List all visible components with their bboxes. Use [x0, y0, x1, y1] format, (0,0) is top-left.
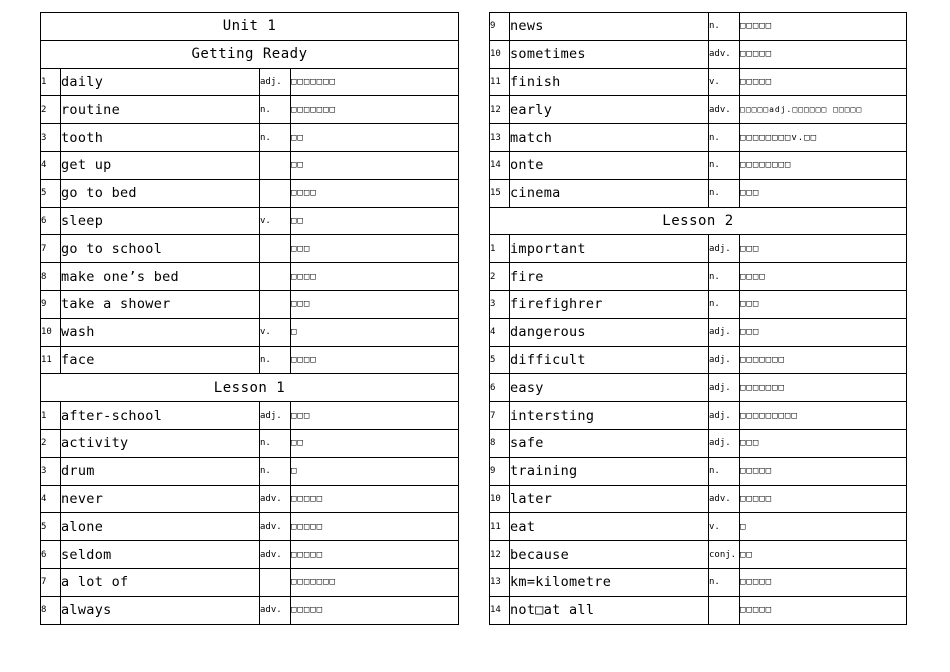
vocab-word: get up: [61, 151, 260, 179]
vocab-row: [41, 457, 459, 485]
section-header-row: [490, 207, 907, 235]
row-number: 8: [41, 596, 61, 624]
vocab-word: early: [510, 96, 709, 124]
part-of-speech: n.: [709, 124, 740, 152]
row-number: 5: [41, 513, 61, 541]
vocab-row: [41, 96, 459, 124]
row-number: 7: [41, 568, 61, 596]
word-meaning: □: [740, 513, 907, 541]
vocab-word: match: [510, 124, 709, 152]
vocab-word: face: [61, 346, 260, 374]
vocab-row: [41, 235, 459, 263]
word-meaning: □□□□□: [740, 485, 907, 513]
vocab-row: [41, 207, 459, 235]
row-number: 11: [490, 513, 510, 541]
vocab-row: [41, 402, 459, 430]
part-of-speech: adj.: [709, 346, 740, 374]
word-meaning: □□□: [740, 179, 907, 207]
word-meaning: □□: [740, 541, 907, 569]
vocab-word: daily: [61, 68, 260, 96]
vocab-row: [490, 513, 907, 541]
word-meaning: □□□: [740, 235, 907, 263]
row-number: 12: [490, 96, 510, 124]
vocab-word: cinema: [510, 179, 709, 207]
row-number: 11: [490, 68, 510, 96]
row-number: 4: [41, 151, 61, 179]
word-meaning: □: [291, 318, 459, 346]
word-meaning: □□: [291, 151, 459, 179]
vocab-word: fire: [510, 263, 709, 291]
vocab-row: [490, 235, 907, 263]
row-number: 2: [41, 96, 61, 124]
vocab-word: activity: [61, 429, 260, 457]
row-number: 6: [41, 207, 61, 235]
word-meaning: □□□□□: [740, 68, 907, 96]
vocab-row: [490, 68, 907, 96]
part-of-speech: adv.: [709, 40, 740, 68]
part-of-speech: adv.: [260, 596, 291, 624]
part-of-speech: adj.: [709, 402, 740, 430]
vocab-word: difficult: [510, 346, 709, 374]
vocab-row: [490, 263, 907, 291]
row-number: 9: [490, 13, 510, 41]
part-of-speech: n.: [709, 179, 740, 207]
vocab-row: [41, 179, 459, 207]
row-number: 5: [41, 179, 61, 207]
vocab-row: [41, 290, 459, 318]
vocab-word: drum: [61, 457, 260, 485]
vocab-word: km=kilometre: [510, 568, 709, 596]
word-meaning: □□□□□: [740, 40, 907, 68]
part-of-speech: n.: [260, 96, 291, 124]
vocab-row: [490, 179, 907, 207]
row-number: 3: [490, 290, 510, 318]
part-of-speech: n.: [709, 457, 740, 485]
section-header-row: [41, 13, 459, 41]
vocab-word: firefighrer: [510, 290, 709, 318]
part-of-speech: v.: [260, 207, 291, 235]
word-meaning: □□□: [291, 235, 459, 263]
row-number: 9: [41, 290, 61, 318]
vocab-word: important: [510, 235, 709, 263]
part-of-speech: n.: [260, 346, 291, 374]
part-of-speech: n.: [709, 290, 740, 318]
vocab-word: after-school: [61, 402, 260, 430]
vocab-word: because: [510, 541, 709, 569]
row-number: 4: [41, 485, 61, 513]
part-of-speech: adj.: [260, 68, 291, 96]
vocab-row: [490, 40, 907, 68]
row-number: 8: [41, 263, 61, 291]
vocab-word: take a shower: [61, 290, 260, 318]
part-of-speech: [709, 596, 740, 624]
part-of-speech: adv.: [709, 96, 740, 124]
part-of-speech: adv.: [260, 485, 291, 513]
row-number: 11: [41, 346, 61, 374]
part-of-speech: [260, 263, 291, 291]
word-meaning: □□□: [740, 290, 907, 318]
vocab-row: [490, 568, 907, 596]
row-number: 9: [490, 457, 510, 485]
row-number: 6: [490, 374, 510, 402]
row-number: 2: [41, 429, 61, 457]
row-number: 7: [490, 402, 510, 430]
word-meaning: □□□□: [291, 179, 459, 207]
part-of-speech: adj.: [709, 374, 740, 402]
row-number: 10: [490, 40, 510, 68]
vocab-row: [490, 485, 907, 513]
word-meaning: □□□□□□□: [740, 346, 907, 374]
word-meaning: □□□□□□□□v.□□: [740, 124, 907, 152]
vocab-word: intersting: [510, 402, 709, 430]
vocab-row: [490, 13, 907, 41]
vocab-row: [490, 346, 907, 374]
row-number: 10: [490, 485, 510, 513]
part-of-speech: conj.: [709, 541, 740, 569]
word-meaning: □□□□□: [291, 596, 459, 624]
vocab-row: [41, 513, 459, 541]
vocab-word: seldom: [61, 541, 260, 569]
vocab-word: onte: [510, 151, 709, 179]
vocab-table-left: [40, 12, 459, 625]
vocab-row: [490, 402, 907, 430]
part-of-speech: v.: [260, 318, 291, 346]
row-number: 14: [490, 596, 510, 624]
vocab-word: routine: [61, 96, 260, 124]
word-meaning: □□□□□: [740, 568, 907, 596]
part-of-speech: n.: [709, 568, 740, 596]
word-meaning: □□□□: [291, 346, 459, 374]
word-meaning: □□□: [740, 318, 907, 346]
vocab-row: [41, 263, 459, 291]
word-meaning: □□□□□: [291, 513, 459, 541]
row-number: 13: [490, 124, 510, 152]
vocab-row: [41, 541, 459, 569]
word-meaning: □□□□□□□□□: [740, 402, 907, 430]
row-number: 1: [41, 402, 61, 430]
vocab-row: [490, 318, 907, 346]
vocab-word: alone: [61, 513, 260, 541]
word-meaning: □□: [291, 429, 459, 457]
row-number: 3: [41, 124, 61, 152]
vocab-row: [490, 596, 907, 624]
section-header: Getting Ready: [41, 40, 459, 68]
word-meaning: □□□□□: [291, 485, 459, 513]
vocab-row: [41, 151, 459, 179]
word-meaning: □□: [291, 207, 459, 235]
row-number: 1: [41, 68, 61, 96]
row-number: 6: [41, 541, 61, 569]
word-meaning: □□□: [291, 402, 459, 430]
vocab-row: [41, 318, 459, 346]
part-of-speech: adv.: [260, 513, 291, 541]
row-number: 2: [490, 263, 510, 291]
vocab-word: finish: [510, 68, 709, 96]
vocab-row: [490, 541, 907, 569]
row-number: 8: [490, 429, 510, 457]
vocab-word: a lot of: [61, 568, 260, 596]
row-number: 13: [490, 568, 510, 596]
vocab-word: always: [61, 596, 260, 624]
row-number: 7: [41, 235, 61, 263]
vocab-word: never: [61, 485, 260, 513]
row-number: 10: [41, 318, 61, 346]
word-meaning: □□□□: [291, 263, 459, 291]
vocab-row: [41, 596, 459, 624]
row-number: 4: [490, 318, 510, 346]
row-number: 14: [490, 151, 510, 179]
part-of-speech: v.: [709, 513, 740, 541]
row-number: 1: [490, 235, 510, 263]
vocab-table-right: [489, 12, 907, 625]
part-of-speech: n.: [709, 263, 740, 291]
vocab-word: tooth: [61, 124, 260, 152]
section-header-row: [41, 374, 459, 402]
vocab-row: [490, 124, 907, 152]
word-meaning: □□: [291, 124, 459, 152]
vocab-table-left-body: [41, 13, 459, 625]
part-of-speech: adj.: [709, 429, 740, 457]
vocab-word: eat: [510, 513, 709, 541]
vocab-row: [41, 429, 459, 457]
part-of-speech: adj.: [709, 318, 740, 346]
vocab-word: make one’s bed: [61, 263, 260, 291]
row-number: 5: [490, 346, 510, 374]
part-of-speech: adj.: [260, 402, 291, 430]
part-of-speech: n.: [260, 429, 291, 457]
word-meaning: □□□□□: [740, 457, 907, 485]
part-of-speech: n.: [709, 151, 740, 179]
vocab-word: go to bed: [61, 179, 260, 207]
vocab-word: sleep: [61, 207, 260, 235]
part-of-speech: [260, 151, 291, 179]
vocab-word: not□at all: [510, 596, 709, 624]
vocab-word: sometimes: [510, 40, 709, 68]
section-header: Lesson 1: [41, 374, 459, 402]
part-of-speech: [260, 568, 291, 596]
vocab-row: [41, 346, 459, 374]
word-meaning: □□□□□□□: [740, 374, 907, 402]
part-of-speech: adj.: [709, 235, 740, 263]
vocab-word: dangerous: [510, 318, 709, 346]
word-meaning: □□□□□□□: [291, 568, 459, 596]
word-meaning: □□□□□adj.□□□□□□ □□□□□: [740, 96, 907, 124]
vocab-word: training: [510, 457, 709, 485]
vocab-word: go to school: [61, 235, 260, 263]
vocab-row: [490, 151, 907, 179]
part-of-speech: [260, 235, 291, 263]
part-of-speech: adv.: [709, 485, 740, 513]
section-header: Lesson 2: [490, 207, 907, 235]
vocab-row: [490, 457, 907, 485]
word-meaning: □□□□□□□□: [740, 151, 907, 179]
row-number: 12: [490, 541, 510, 569]
word-meaning: □: [291, 457, 459, 485]
word-meaning: □□□□□: [740, 13, 907, 41]
vocab-row: [41, 568, 459, 596]
word-meaning: □□□□: [740, 263, 907, 291]
word-meaning: □□□□□: [291, 541, 459, 569]
part-of-speech: [260, 179, 291, 207]
vocab-row: [41, 124, 459, 152]
vocab-row: [490, 290, 907, 318]
vocab-word: later: [510, 485, 709, 513]
word-meaning: □□□□□□□: [291, 96, 459, 124]
word-meaning: □□□□□: [740, 596, 907, 624]
vocab-word: wash: [61, 318, 260, 346]
part-of-speech: [260, 290, 291, 318]
row-number: 3: [41, 457, 61, 485]
part-of-speech: n.: [709, 13, 740, 41]
word-meaning: □□□□□□□: [291, 68, 459, 96]
vocab-table-right-body: [490, 13, 907, 625]
section-header-row: [41, 40, 459, 68]
vocab-word: news: [510, 13, 709, 41]
vocab-word: safe: [510, 429, 709, 457]
vocab-row: [41, 485, 459, 513]
row-number: 15: [490, 179, 510, 207]
vocab-row: [41, 68, 459, 96]
vocab-row: [490, 96, 907, 124]
vocab-word: easy: [510, 374, 709, 402]
part-of-speech: n.: [260, 124, 291, 152]
part-of-speech: n.: [260, 457, 291, 485]
vocab-row: [490, 374, 907, 402]
part-of-speech: v.: [709, 68, 740, 96]
part-of-speech: adv.: [260, 541, 291, 569]
word-meaning: □□□: [740, 429, 907, 457]
vocab-row: [490, 429, 907, 457]
section-header: Unit 1: [41, 13, 459, 41]
word-meaning: □□□: [291, 290, 459, 318]
